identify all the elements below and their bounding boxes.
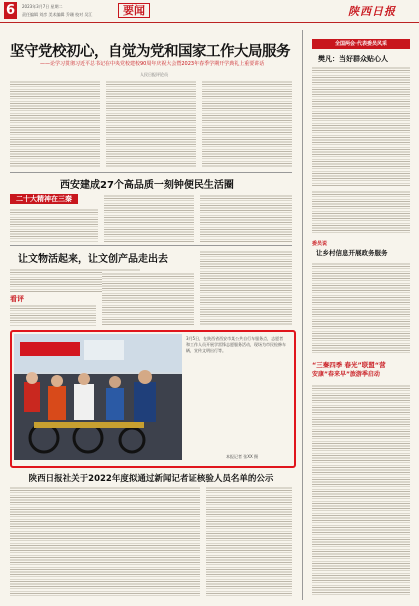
lead-subhead: ——论学习贯彻习近平总书记在中央党校建校90周年庆祝大会暨2023年春季学期开学典礼上重要讲话 <box>40 61 265 67</box>
photo-credit: 本报记者 张XX 摄 <box>226 454 259 459</box>
photo-caption: 3月5日，在陕西省西安市某公共自行车服务点，志愿者和工作人员开展学雷锋志愿服务活动，现场为市民检修车辆，宣传文明出行等。 <box>186 336 286 353</box>
text-column <box>200 194 292 242</box>
volunteers-image <box>14 334 182 460</box>
lead-byline: 人民日报评论员 <box>140 72 168 77</box>
text-column <box>202 80 292 168</box>
news-photo <box>14 334 182 460</box>
promo-line-1: “三秦四季 春光”联盟“营 <box>312 361 386 369</box>
section-label: 要闻 <box>118 3 150 18</box>
text-column <box>104 194 194 242</box>
text-column <box>102 272 194 326</box>
sidebar-story-title: 樊凡：当好群众贴心人 <box>318 55 388 63</box>
text-column <box>200 250 292 326</box>
text-column <box>106 80 196 168</box>
dateline: 2023年3月7日 星期二 <box>22 4 63 9</box>
lead-headline: 坚守党校初心，自觉为党和国家工作大局服务 <box>10 44 290 60</box>
review-tag: 看评 <box>10 295 24 303</box>
name-list <box>10 486 200 596</box>
sidebar-kicker: 委员说 <box>312 241 328 247</box>
text-column <box>206 486 292 596</box>
promo-line-2: 安康”春来早”旅游季启动 <box>312 371 380 378</box>
text-column <box>312 190 410 234</box>
text-column <box>312 66 410 186</box>
article-title: 西安建成27个高品质一刻钟便民生活圈 <box>60 180 234 191</box>
topic-strip: 二十大精神在三秦 <box>10 194 78 204</box>
divider <box>10 172 292 173</box>
article-title: 让文物活起来，让文创产品走出去 <box>18 254 168 265</box>
sidebar-banner: 全国两会·代表委员风采 <box>312 39 410 49</box>
text-column <box>312 262 410 354</box>
text-column <box>10 208 98 242</box>
sidebar-story2-title: 让乡村信息开展政务服务 <box>316 249 388 257</box>
text-column <box>10 80 100 168</box>
page-number: 6 <box>5 3 16 18</box>
text-column <box>312 384 410 596</box>
notice-title: 陕西日报社关于2022年度拟通过新闻记者证核验人员名单的公示 <box>28 474 274 484</box>
text-column <box>10 304 96 326</box>
editors-line: 责任编辑 刘彦 美术编辑 乔珊 校对 吴江 <box>22 12 93 17</box>
page-header <box>0 0 419 23</box>
divider <box>10 245 292 246</box>
column-divider <box>302 30 303 600</box>
newspaper-logo: 陕西日报 <box>348 5 396 18</box>
